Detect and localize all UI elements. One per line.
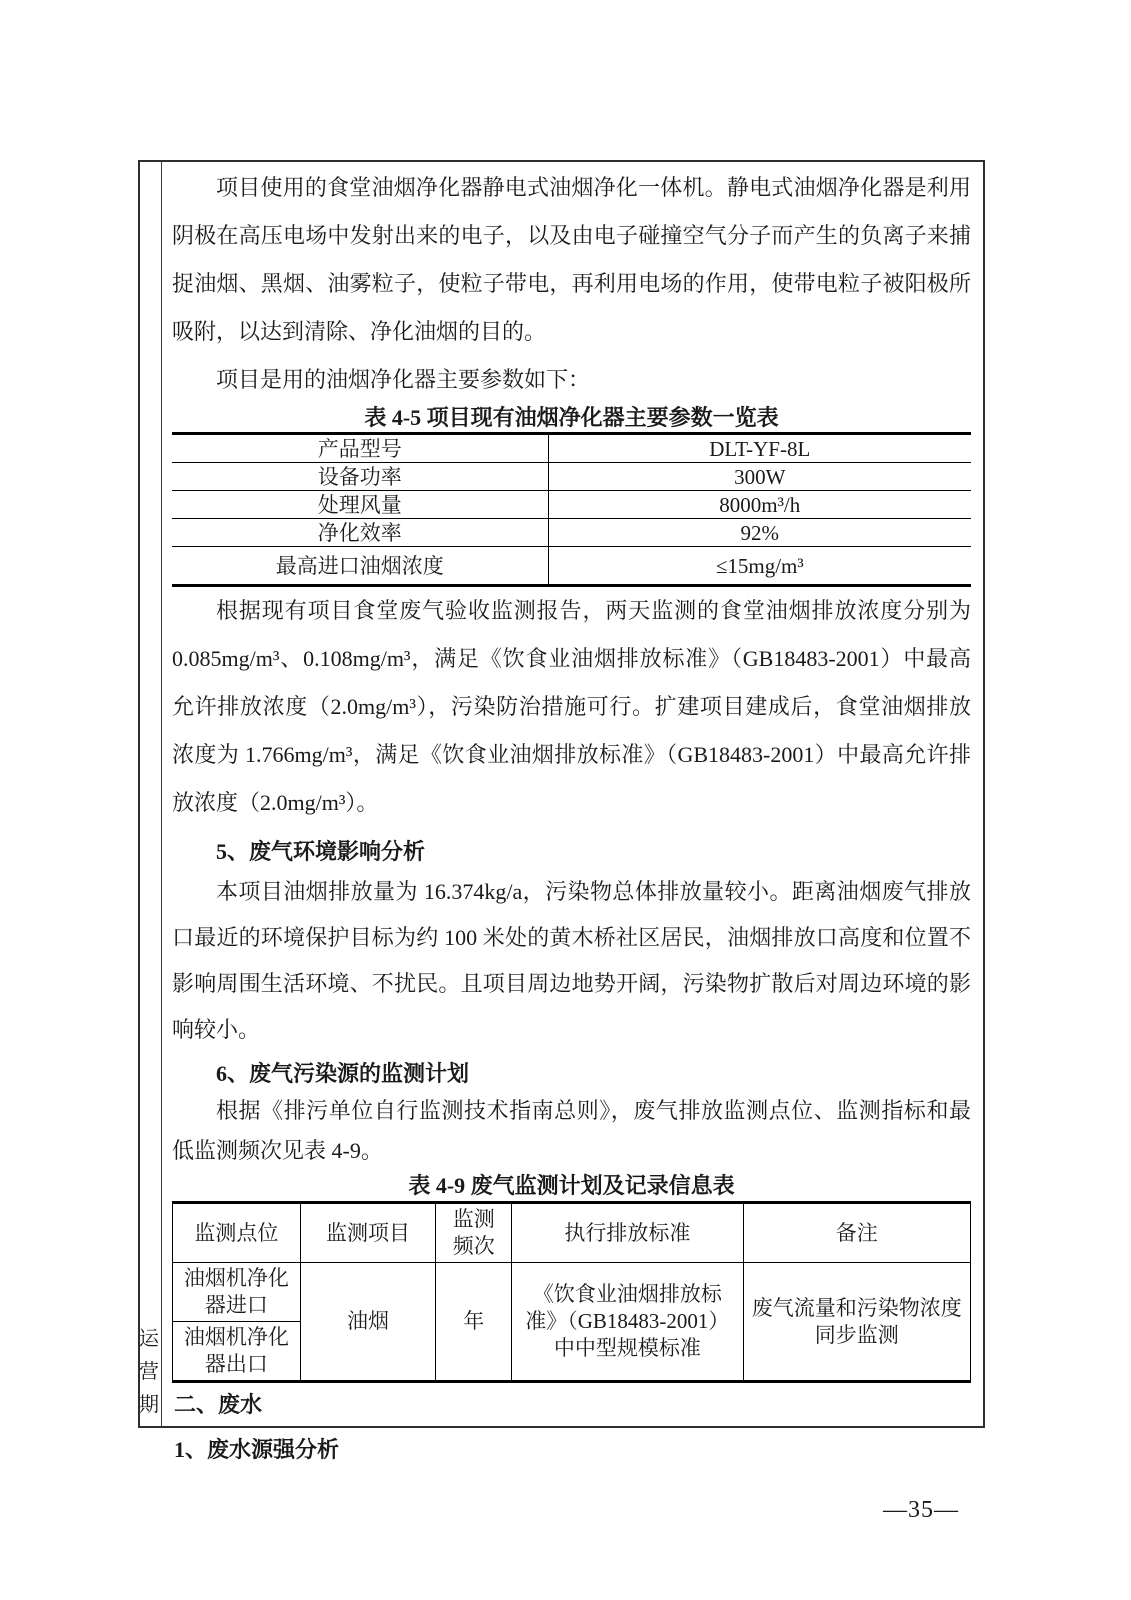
table-row [172,519,971,547]
table-4-9-title: 表 4-9 废气监测计划及记录信息表 [408,1173,735,1198]
column-header-remark: 备注 [743,1203,970,1263]
table-row [172,491,971,519]
phase-label-column [140,162,162,1426]
report-content-box [138,160,985,1462]
main-content-cell [162,162,983,1462]
paragraph-params-intro: 项目是用的油烟净化器主要参数如下： [216,367,591,392]
table-header-row [173,1203,971,1263]
param-value: 300W [548,463,971,491]
table-4-5-title: 表 4-5 项目现有油烟净化器主要参数一览表 [364,405,779,430]
param-label: 设备功率 [172,463,548,491]
table-row [172,463,971,491]
param-value: 8000m³/h [548,491,971,519]
param-value: DLT-YF-8L [709,436,811,461]
column-header-point: 监测点位 [173,1203,301,1263]
table-row [172,547,971,586]
paragraph-monitoring-results: 根据现有项目食堂废气验收监测报告，两天监测的食堂油烟排放浓度分别为0.085mg/m³、0.108mg/m³，满足《饮食业油烟排放标准》（GB18483-2001）中最高允许排放浓度（2.0mg/m³），污染防治措施可行。扩建项目建成后，食堂油烟排放浓度为 1.766mg/m³，满足《饮食业油烟排放标准》（GB18483-2001）中最高允许排放浓度（2.0mg/m³）。 [172,598,971,815]
monitoring-point-inlet: 油烟机净化器进口 [173,1263,301,1322]
param-label: 净化效率 [172,519,548,547]
column-header-standard: 执行排放标准 [512,1203,743,1263]
page-number: —35— [883,1497,959,1523]
table-4-5-purifier-parameters [172,432,971,587]
section-5-heading: 5、废气环境影响分析 [216,839,426,864]
paragraph-monitoring-plan-intro: 根据《排污单位自行监测技术指南总则》，废气排放监测点位、监测指标和最低监测频次见表 4-9。 [172,1098,971,1163]
paragraph-fume-purifier-intro: 项目使用的食堂油烟净化器静电式油烟净化一体机。静电式油烟净化器是利用阴极在高压电场中发射出来的电子，以及由电子碰撞空气分子而产生的负离子来捕捉油烟、黑烟、油雾粒子，使粒子带电，再利用电场的作用，使带电粒子被阳极所吸附，以达到清除、净化油烟的目的。 [172,175,971,344]
param-label: 最高进口油烟浓度 [172,547,548,586]
column-header-frequency: 监测频次 [436,1203,512,1263]
monitoring-frequency: 年 [436,1263,512,1382]
monitoring-remark: 废气流量和污染物浓度同步监测 [743,1263,970,1382]
table-4-9-monitoring-plan [172,1201,971,1383]
param-label: 产品型号 [172,434,548,463]
table-row [173,1263,971,1322]
emission-standard: 《饮食业油烟排放标准》（GB18483-2001）中中型规模标准 [512,1263,743,1382]
wastewater-subsection-heading: 1、废水源强分析 [174,1437,340,1462]
table-row [172,434,971,463]
phase-label: 运营期 [139,1328,159,1416]
column-header-item: 监测项目 [300,1203,436,1263]
param-value: 92% [548,519,971,547]
paragraph-impact-analysis: 本项目油烟排放量为 16.374kg/a，污染物总体排放量较小。距离油烟废气排放口最近的环境保护目标为约 100 米处的黄木桥社区居民，油烟排放口高度和位置不影响周围生活环境、不扰民。且项目周边地势开阔，污染物扩散后对周边环境的影响较小。 [172,879,971,1042]
monitoring-item: 油烟 [300,1263,436,1382]
wastewater-section-heading: 二、废水 [174,1392,263,1417]
section-6-heading: 6、废气污染源的监测计划 [216,1061,470,1086]
monitoring-point-outlet: 油烟机净化器出口 [173,1322,301,1382]
param-value: ≤15mg/m³ [548,547,971,586]
param-label: 处理风量 [172,491,548,519]
